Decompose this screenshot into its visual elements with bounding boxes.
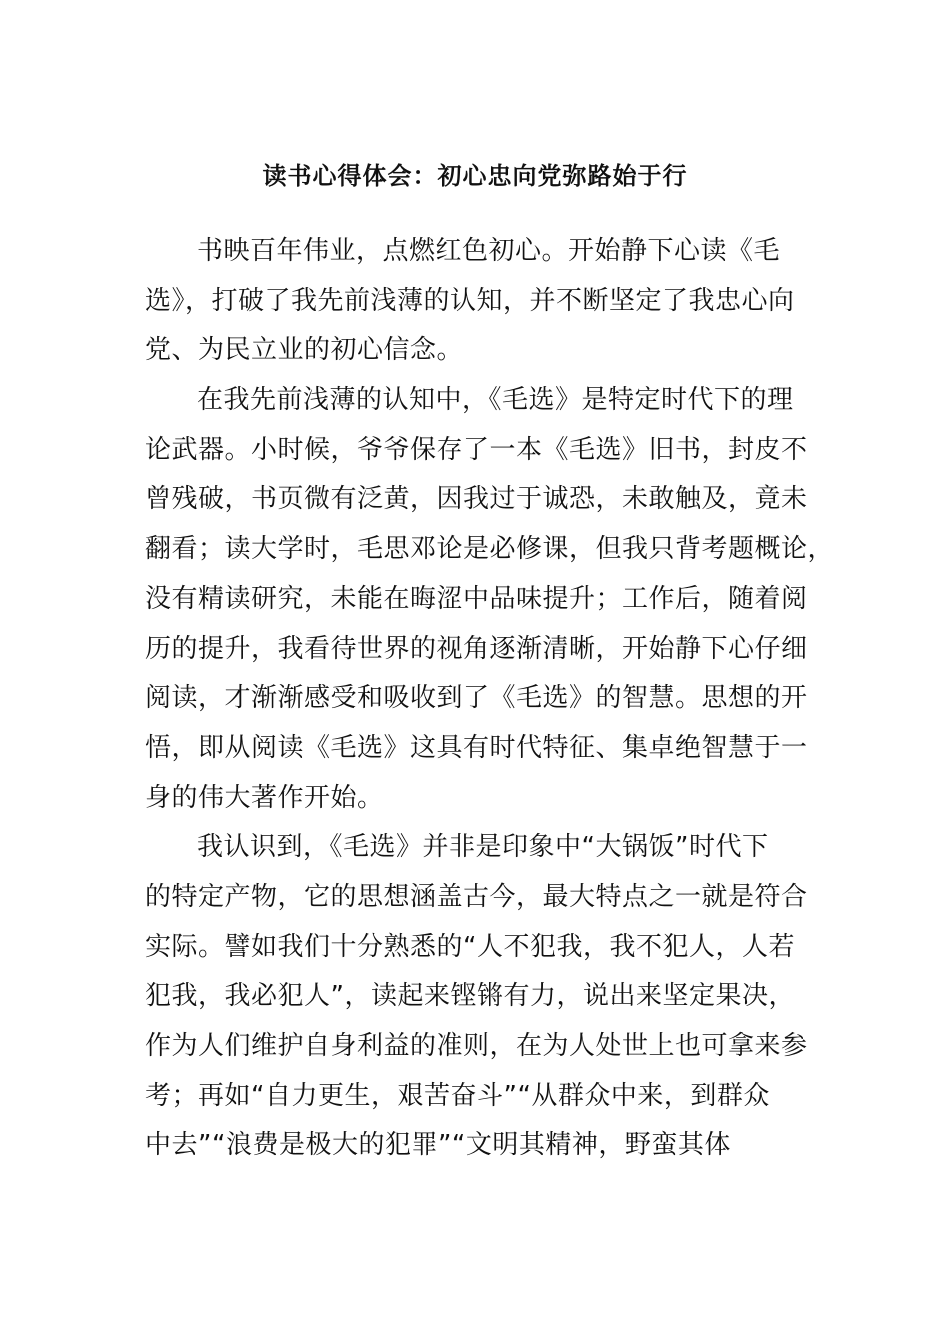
paragraph-3-line-6: 考；再如“自力更生，艰苦奋斗”“从群众中来，到群众 [145,1080,770,1111]
paragraph-3-line-2: 的特定产物，它的思想涵盖古今，最大特点之一就是符合 [145,881,808,912]
paragraph-2-line-8: 悟，即从阅读《毛选》这具有时代特征、集卓绝智慧于一 [145,732,808,763]
paragraph-3-line-4: 犯我，我必犯人”，读起来铿锵有力，说出来坚定果决， [145,981,795,1012]
paragraph-1-line-2: 选》，打破了我先前浅薄的认知，并不断坚定了我忠心向 [145,285,795,316]
paragraph-2-line-1: 在我先前浅薄的认知中，《毛选》是特定时代下的理 [197,385,794,416]
paragraph-1-line-3: 党、为民立业的初心信念。 [145,335,464,366]
paragraph-3-line-7: 中去”“浪费是极大的犯罪”“文明其精神，野蛮其体 [145,1130,731,1161]
document-title: 读书心得体会：初心忠向党弥路始于行 [262,162,688,190]
paragraph-2-line-2: 论武器。小时候，爷爷保存了一本《毛选》旧书，封皮不 [145,434,808,465]
paragraph-3-line-3: 实际。譬如我们十分熟悉的“人不犯我，我不犯人，人若 [145,931,795,962]
document-body [145,227,835,1171]
paragraph-2-line-5: 没有精读研究，未能在晦涩中品味提升；工作后，随着阅 [145,583,808,614]
paragraph-2-line-6: 历的提升，我看待世界的视角逐渐清晰，开始静下心仔细 [145,633,808,664]
paragraph-3-line-5: 作为人们维护自身利益的准则，在为人处世上也可拿来参 [145,1031,808,1061]
paragraph-2-line-3: 曾残破，书页微有泛黄，因我过于诚恐，未敢触及，竟未 [145,484,808,515]
paragraph-2-line-4: 翻看；读大学时，毛思邓论是必修课，但我只背考题概论， [145,534,835,565]
paragraph-2-line-7: 阅读，才渐渐感受和吸收到了《毛选》的智慧。思想的开 [145,683,808,714]
paragraph-2-line-9: 身的伟大著作开始。 [145,782,384,813]
paragraph-1-line-1: 书映百年伟业，点燃红色初心。开始静下心读《毛 [197,236,781,266]
paragraph-3-line-1: 我认识到，《毛选》并非是印象中“大锅饭”时代下 [197,832,769,863]
